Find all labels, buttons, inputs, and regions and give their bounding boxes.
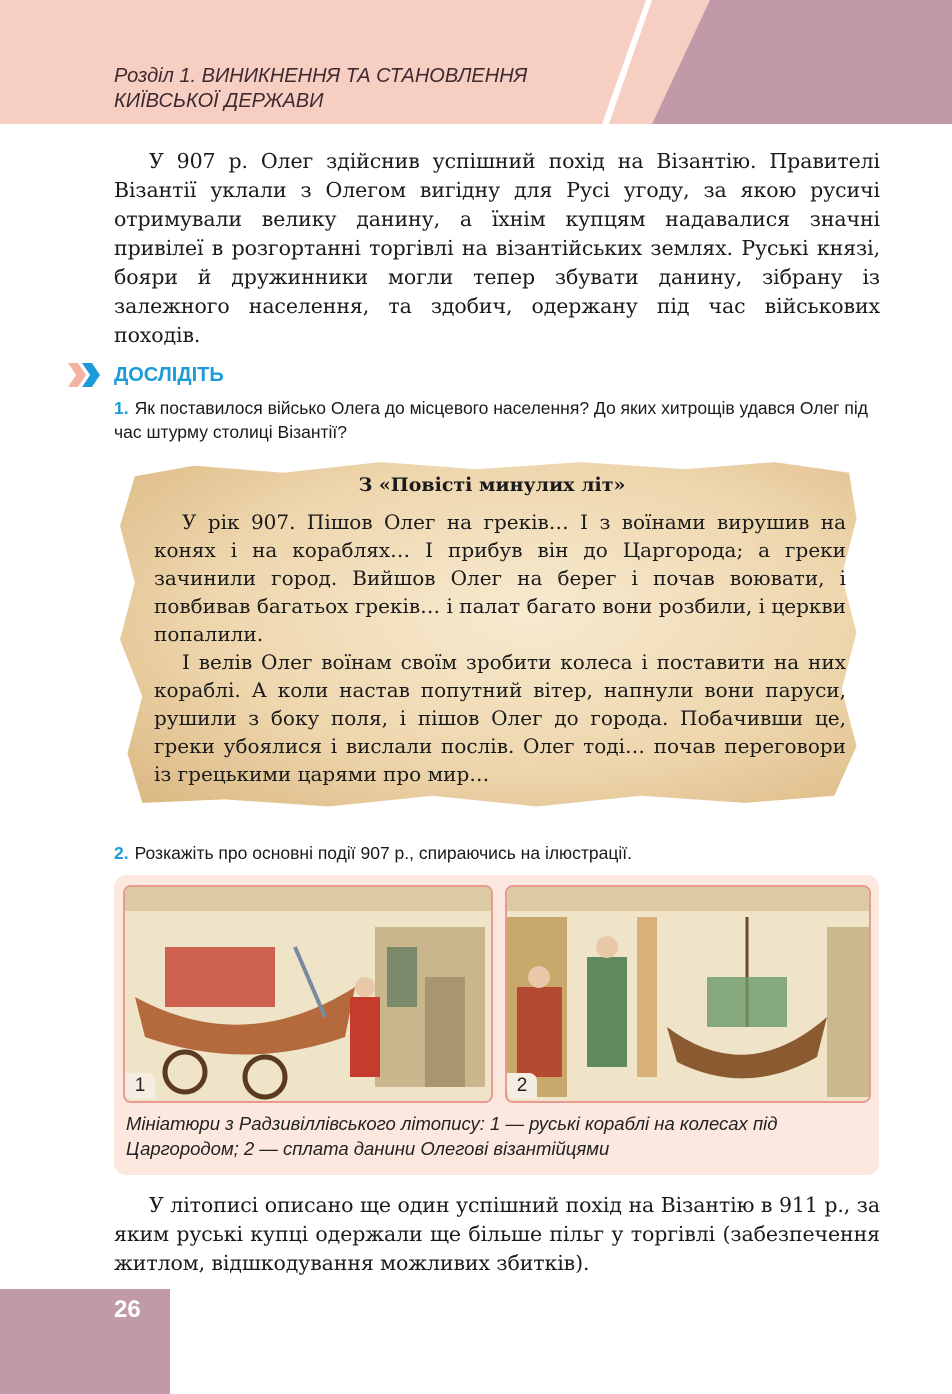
question-1 bbox=[114, 396, 880, 444]
source-title: З «Повісті минулих літ» bbox=[358, 474, 626, 496]
chapter-title bbox=[114, 64, 527, 114]
chevron-right-icon bbox=[68, 363, 102, 387]
closing-paragraph: У літописі описано ще один успішний похід на Візантію в 911 р., за яким руські купці одержали ще більше пільг у торгівлі (забезпечення житлом, відшкодування можливих збитків). bbox=[114, 1193, 880, 1275]
miniature-2-image bbox=[505, 885, 871, 1103]
source-paragraph-2: І велів Олег воїнам своїм зробити колеса і поставити на них кораблі. А коли настав попутний вітер, напнули вони паруси, рушили з боку поля, і пішов Олег до города. Побачивши це, греки убоялися і вислали послів. Олег тоді… почав переговори із грецькими царями про мир… bbox=[154, 650, 846, 786]
question-2-text: Розкажіть про основні події 907 р., спираючись на ілюстрації. bbox=[134, 843, 633, 863]
miniature-1-image bbox=[123, 885, 493, 1103]
explore-label: ДОСЛІДІТЬ bbox=[114, 363, 224, 386]
question-1-number: 1. bbox=[114, 398, 129, 418]
page-number: 26 bbox=[114, 1296, 141, 1323]
explore-heading bbox=[68, 362, 224, 388]
question-2-number: 2. bbox=[114, 843, 129, 863]
chapter-title-line1: Розділ 1. ВИНИКНЕННЯ ТА СТАНОВЛЕННЯ bbox=[114, 65, 528, 87]
question-2 bbox=[114, 841, 880, 865]
question-1-text: Як поставилося військо Олега до місцевого населення? До яких хитрощів удався Олег під час штурму столиці Візантії? bbox=[114, 398, 869, 442]
miniature-2-label: 2 bbox=[507, 1073, 537, 1099]
source-paragraph-1: У рік 907. Пішов Олег на греків… І з воїнами вирушив на конях і на кораблях… І прибув він до Царгорода; а греки зачинили город. Вийшов Олег на берег і почав воювати, і повбивав багатьох греків… і палат багато вони розбили, і церкви попалили. bbox=[154, 510, 846, 646]
intro-paragraph: У 907 р. Олег здійснив успішний похід на Візантію. Правителі Візантії уклали з Олегом вигідну для Русі угоду, за якою русичі отримували велику данину, а їхнім купцям надавалися значні привілеї в розгортанні торгівлі на візантійських землях. Руські князі, бояри й дружинники могли тепер збувати данину, зібрану із залежного населення, та здобич, одержану під час військових походів. bbox=[114, 149, 880, 347]
chapter-title-line2: КИЇВСЬКОЇ ДЕРЖАВИ bbox=[114, 90, 324, 112]
page-number-tab bbox=[0, 1289, 170, 1394]
figure-caption: Мініатюри з Радзивіллівського літопису: 1 — руські кораблі на колесах під Царгородом; 2 — сплата данини Олегові візантійцями bbox=[126, 1113, 778, 1159]
miniature-1-label: 1 bbox=[125, 1073, 155, 1099]
